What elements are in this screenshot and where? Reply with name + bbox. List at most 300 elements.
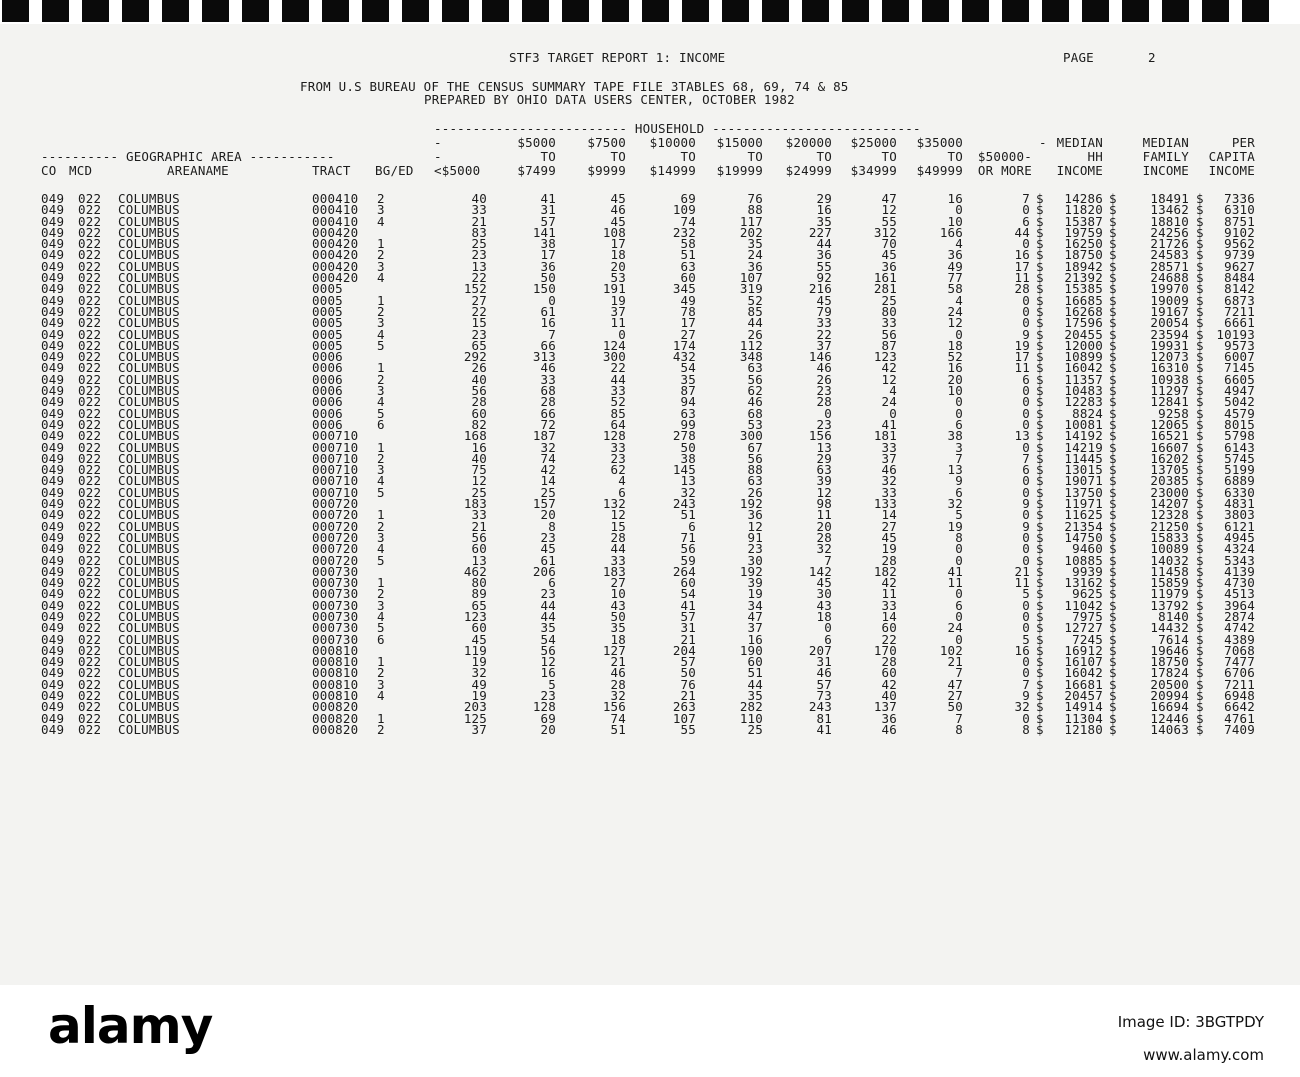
cell-15000-19999: 348 <box>739 349 763 365</box>
table-row <box>0 575 1300 591</box>
cell-5000-7499: 16 <box>540 665 556 681</box>
cell-50000-plus: 7 <box>1022 191 1030 206</box>
cell-35000-49999: 0 <box>955 326 963 342</box>
cell-20000-24999: 44 <box>816 236 832 252</box>
cell-per-capita: 5199 <box>1224 462 1255 478</box>
cell-7500-9999: 127 <box>602 642 626 658</box>
cell-co: 049 <box>41 473 65 489</box>
cell-50000-plus: 28 <box>1014 281 1030 297</box>
cell-20000-24999: 243 <box>808 699 832 715</box>
cell-7500-9999: 28 <box>610 529 626 545</box>
cell-areaname: COLUMBUS <box>118 676 180 692</box>
cell-areaname: COLUMBUS <box>118 439 180 455</box>
site-url: www.alamy.com <box>1143 1046 1264 1064</box>
cell-10000-14999: 6 <box>688 518 696 534</box>
cell-15000-19999: 19 <box>747 586 763 602</box>
cell-25000-34999: 42 <box>881 360 897 376</box>
cell-per-capita: 6330 <box>1224 484 1255 500</box>
cell-areaname: COLUMBUS <box>118 642 180 658</box>
cell-median-hh: 16912 <box>1064 642 1103 658</box>
cell-15000-19999: 63 <box>747 360 763 376</box>
cell-5000-7499: 25 <box>540 484 556 500</box>
cell-tract: 000710 <box>312 428 359 444</box>
cell-under-5000: 152 <box>463 281 487 297</box>
cell-dollar: $ <box>1196 394 1204 410</box>
cell-median-hh: 11625 <box>1064 507 1103 523</box>
cell-median-family: 12328 <box>1150 507 1189 523</box>
cell-dollar: $ <box>1196 439 1204 455</box>
cell-tract: 000810 <box>312 676 359 692</box>
cell-25000-34999: 4 <box>889 383 897 399</box>
table-row <box>0 337 1300 353</box>
cell-median-hh: 19071 <box>1064 473 1103 489</box>
cell-co: 049 <box>41 292 65 308</box>
cell-dollar: $ <box>1196 552 1204 568</box>
cell-dollar: $ <box>1109 224 1117 240</box>
image-id: Image ID: 3BGTPDY <box>1117 1013 1264 1031</box>
cell-15000-19999: 202 <box>739 224 763 240</box>
cell-tract: 000730 <box>312 608 359 624</box>
table-row <box>0 496 1300 512</box>
cell-10000-14999: 21 <box>680 631 696 647</box>
cell-35000-49999: 4 <box>955 292 963 308</box>
cell-dollar: $ <box>1196 462 1204 478</box>
cell-25000-34999: 161 <box>873 270 897 286</box>
cell-co: 049 <box>41 405 65 421</box>
page-number: 2 <box>1148 50 1156 65</box>
cell-10000-14999: 50 <box>680 665 696 681</box>
cell-tract: 000810 <box>312 665 359 681</box>
cell-5000-7499: 28 <box>540 394 556 410</box>
cell-dollar: $ <box>1109 586 1117 602</box>
cell-dollar: $ <box>1196 270 1204 286</box>
cell-5000-7499: 66 <box>540 405 556 421</box>
cell-under-5000: 60 <box>471 620 487 636</box>
cell-dollar: $ <box>1196 292 1204 308</box>
cell-20000-24999: 11 <box>816 507 832 523</box>
cell-per-capita: 6007 <box>1224 349 1255 365</box>
header-median-family-line: FAMILY <box>1142 149 1189 164</box>
table-row <box>0 303 1300 319</box>
cell-dollar: $ <box>1196 597 1204 613</box>
cell-5000-7499: 54 <box>540 631 556 647</box>
cell-median-family: 16202 <box>1150 450 1189 466</box>
cell-15000-19999: 192 <box>739 563 763 579</box>
cell-tract: 000720 <box>312 541 359 557</box>
binding-ring <box>402 0 429 22</box>
cell-mcd: 022 <box>78 654 102 670</box>
cell-dollar: $ <box>1036 258 1044 274</box>
cell-areaname: COLUMBUS <box>118 575 180 591</box>
cell-median-family: 23594 <box>1150 326 1189 342</box>
cell-dollar: $ <box>1196 620 1204 636</box>
cell-25000-34999: 24 <box>881 394 897 410</box>
cell-50000-plus: 5 <box>1022 586 1030 602</box>
cell-10000-14999: 51 <box>680 247 696 263</box>
cell-dollar: $ <box>1109 507 1117 523</box>
cell-areaname: COLUMBUS <box>118 315 180 331</box>
page-label: PAGE <box>1063 50 1094 65</box>
cell-10000-14999: 71 <box>680 529 696 545</box>
cell-mcd: 022 <box>78 563 102 579</box>
cell-co: 049 <box>41 597 65 613</box>
header-col9-line: OR MORE <box>977 163 1032 178</box>
cell-mcd: 022 <box>78 326 102 342</box>
cell-7500-9999: 37 <box>610 303 626 319</box>
cell-25000-34999: 46 <box>881 721 897 737</box>
cell-50000-plus: 0 <box>1022 315 1030 331</box>
cell-median-family: 19646 <box>1150 642 1189 658</box>
cell-median-hh: 15385 <box>1064 281 1103 297</box>
cell-10000-14999: 60 <box>680 575 696 591</box>
cell-50000-plus: 0 <box>1022 608 1030 624</box>
binding-ring <box>482 0 509 22</box>
cell-bged: 2 <box>377 450 385 466</box>
cell-20000-24999: 46 <box>816 665 832 681</box>
cell-25000-34999: 42 <box>881 575 897 591</box>
cell-dollar: $ <box>1109 529 1117 545</box>
binding-ring <box>1082 0 1109 22</box>
cell-dollar: $ <box>1109 292 1117 308</box>
cell-co: 049 <box>41 303 65 319</box>
cell-20000-24999: 146 <box>808 349 832 365</box>
cell-15000-19999: 62 <box>747 383 763 399</box>
cell-35000-49999: 36 <box>947 247 963 263</box>
cell-areaname: COLUMBUS <box>118 270 180 286</box>
table-row <box>0 326 1300 342</box>
cell-dollar: $ <box>1036 270 1044 286</box>
cell-tract: 0005 <box>312 315 343 331</box>
cell-20000-24999: 156 <box>808 428 832 444</box>
cell-50000-plus: 17 <box>1014 258 1030 274</box>
cell-median-family: 9258 <box>1158 405 1189 421</box>
cell-mcd: 022 <box>78 337 102 353</box>
cell-20000-24999: 22 <box>816 326 832 342</box>
cell-50000-plus: 7 <box>1022 450 1030 466</box>
cell-25000-34999: 37 <box>881 450 897 466</box>
cell-15000-19999: 110 <box>739 710 763 726</box>
cell-dollar: $ <box>1036 371 1044 387</box>
cell-per-capita: 5042 <box>1224 394 1255 410</box>
cell-15000-19999: 67 <box>747 439 763 455</box>
cell-25000-34999: 22 <box>881 631 897 647</box>
cell-dollar: $ <box>1196 224 1204 240</box>
cell-areaname: COLUMBUS <box>118 586 180 602</box>
cell-mcd: 022 <box>78 473 102 489</box>
cell-bged: 3 <box>377 462 385 478</box>
table-row <box>0 202 1300 218</box>
cell-15000-19999: 47 <box>747 608 763 624</box>
cell-5000-7499: 0 <box>548 292 556 308</box>
cell-median-family: 14063 <box>1150 721 1189 737</box>
cell-5000-7499: 44 <box>540 608 556 624</box>
cell-5000-7499: 23 <box>540 586 556 602</box>
header-col2-line: TO <box>540 149 556 164</box>
cell-7500-9999: 18 <box>610 247 626 263</box>
cell-per-capita: 6873 <box>1224 292 1255 308</box>
cell-median-hh: 13750 <box>1064 484 1103 500</box>
cell-bged: 1 <box>377 575 385 591</box>
cell-25000-34999: 28 <box>881 552 897 568</box>
cell-mcd: 022 <box>78 371 102 387</box>
cell-5000-7499: 32 <box>540 439 556 455</box>
cell-5000-7499: 141 <box>532 224 556 240</box>
header-col5-line: TO <box>747 149 763 164</box>
cell-dollar: $ <box>1196 191 1204 206</box>
cell-20000-24999: 227 <box>808 224 832 240</box>
cell-co: 049 <box>41 383 65 399</box>
cell-35000-49999: 49 <box>947 258 963 274</box>
cell-dollar: $ <box>1036 507 1044 523</box>
header-col3-line: $7500 <box>587 135 626 150</box>
cell-per-capita: 9739 <box>1224 247 1255 263</box>
cell-dollar: $ <box>1196 676 1204 692</box>
cell-median-family: 11458 <box>1150 563 1189 579</box>
cell-dollar: $ <box>1036 405 1044 421</box>
cell-tract: 0005 <box>312 337 343 353</box>
cell-15000-19999: 88 <box>747 462 763 478</box>
cell-7500-9999: 43 <box>610 597 626 613</box>
cell-median-hh: 7245 <box>1072 631 1103 647</box>
cell-25000-34999: 281 <box>873 281 897 297</box>
cell-co: 049 <box>41 349 65 365</box>
cell-50000-plus: 44 <box>1014 224 1030 240</box>
cell-25000-34999: 87 <box>881 337 897 353</box>
table-row <box>0 563 1300 579</box>
cell-dollar: $ <box>1196 202 1204 218</box>
cell-mcd: 022 <box>78 665 102 681</box>
header-col5-line: $19999 <box>716 163 763 178</box>
table-row <box>0 349 1300 365</box>
cell-per-capita: 2874 <box>1224 608 1255 624</box>
cell-co: 049 <box>41 665 65 681</box>
cell-tract: 0006 <box>312 416 343 432</box>
cell-median-hh: 16107 <box>1064 654 1103 670</box>
cell-dollar: $ <box>1196 236 1204 252</box>
cell-under-5000: 40 <box>471 191 487 206</box>
cell-25000-34999: 41 <box>881 416 897 432</box>
binding-ring <box>722 0 749 22</box>
cell-median-family: 18491 <box>1150 191 1189 206</box>
cell-under-5000: 22 <box>471 270 487 286</box>
cell-median-hh: 11357 <box>1064 371 1103 387</box>
cell-50000-plus: 0 <box>1022 439 1030 455</box>
cell-mcd: 022 <box>78 405 102 421</box>
header-col7-line: TO <box>881 149 897 164</box>
binding-ring <box>442 0 469 22</box>
cell-mcd: 022 <box>78 575 102 591</box>
cell-co: 049 <box>41 270 65 286</box>
cell-dollar: $ <box>1196 258 1204 274</box>
cell-50000-plus: 0 <box>1022 303 1030 319</box>
cell-5000-7499: 20 <box>540 507 556 523</box>
cell-median-family: 10089 <box>1150 541 1189 557</box>
cell-median-family: 11297 <box>1150 383 1189 399</box>
cell-mcd: 022 <box>78 631 102 647</box>
cell-5000-7499: 68 <box>540 383 556 399</box>
cell-median-hh: 11971 <box>1064 496 1103 512</box>
cell-tract: 0006 <box>312 349 343 365</box>
table-row <box>0 620 1300 636</box>
cell-50000-plus: 16 <box>1014 247 1030 263</box>
table-row <box>0 541 1300 557</box>
cell-35000-49999: 10 <box>947 383 963 399</box>
table-row <box>0 529 1300 545</box>
cell-20000-24999: 63 <box>816 462 832 478</box>
cell-25000-34999: 123 <box>873 349 897 365</box>
cell-dollar: $ <box>1036 688 1044 704</box>
cell-35000-49999: 11 <box>947 575 963 591</box>
cell-per-capita: 6706 <box>1224 665 1255 681</box>
table-row <box>0 665 1300 681</box>
cell-25000-34999: 12 <box>881 371 897 387</box>
cell-co: 049 <box>41 586 65 602</box>
cell-median-hh: 20457 <box>1064 688 1103 704</box>
cell-per-capita: 6121 <box>1224 518 1255 534</box>
cell-dollar: $ <box>1109 450 1117 466</box>
cell-dollar: $ <box>1036 654 1044 670</box>
cell-bged: 6 <box>377 631 385 647</box>
cell-under-5000: 21 <box>471 213 487 229</box>
cell-per-capita: 9562 <box>1224 236 1255 252</box>
cell-7500-9999: 44 <box>610 371 626 387</box>
cell-under-5000: 32 <box>471 665 487 681</box>
cell-dollar: $ <box>1196 428 1204 444</box>
cell-10000-14999: 264 <box>672 563 696 579</box>
cell-per-capita: 8484 <box>1224 270 1255 286</box>
cell-5000-7499: 50 <box>540 270 556 286</box>
cell-co: 049 <box>41 326 65 342</box>
cell-per-capita: 6642 <box>1224 699 1255 715</box>
cell-50000-plus: 0 <box>1022 484 1030 500</box>
binding-ring <box>802 0 829 22</box>
cell-25000-34999: 182 <box>873 563 897 579</box>
cell-tract: 000410 <box>312 191 359 206</box>
cell-35000-49999: 8 <box>955 721 963 737</box>
cell-under-5000: 33 <box>471 202 487 218</box>
cell-median-hh: 12000 <box>1064 337 1103 353</box>
cell-50000-plus: 0 <box>1022 507 1030 523</box>
cell-15000-19999: 26 <box>747 484 763 500</box>
cell-7500-9999: 12 <box>610 507 626 523</box>
cell-mcd: 022 <box>78 360 102 376</box>
cell-median-hh: 16681 <box>1064 676 1103 692</box>
cell-co: 049 <box>41 428 65 444</box>
cell-tract: 000730 <box>312 575 359 591</box>
cell-50000-plus: 6 <box>1022 371 1030 387</box>
cell-areaname: COLUMBUS <box>118 699 180 715</box>
table-row <box>0 292 1300 308</box>
header-per-capita-line: PER <box>1231 135 1255 150</box>
cell-dollar: $ <box>1036 292 1044 308</box>
cell-15000-19999: 190 <box>739 642 763 658</box>
cell-co: 049 <box>41 563 65 579</box>
cell-median-family: 20385 <box>1150 473 1189 489</box>
header-median-hh-line: INCOME <box>1056 163 1103 178</box>
cell-15000-19999: 76 <box>747 191 763 206</box>
header-col6-line: $20000 <box>785 135 832 150</box>
table-row <box>0 484 1300 500</box>
header-col9-line: $50000- <box>977 149 1032 164</box>
cell-dollar: $ <box>1109 710 1117 726</box>
cell-dollar: $ <box>1196 326 1204 342</box>
cell-20000-24999: 0 <box>824 620 832 636</box>
cell-per-capita: 4513 <box>1224 586 1255 602</box>
cell-20000-24999: 43 <box>816 597 832 613</box>
cell-35000-49999: 0 <box>955 541 963 557</box>
cell-5000-7499: 14 <box>540 473 556 489</box>
cell-10000-14999: 50 <box>680 439 696 455</box>
cell-mcd: 022 <box>78 496 102 512</box>
table-row <box>0 518 1300 534</box>
cell-7500-9999: 64 <box>610 416 626 432</box>
cell-mcd: 022 <box>78 552 102 568</box>
cell-7500-9999: 33 <box>610 383 626 399</box>
cell-median-family: 24256 <box>1150 224 1189 240</box>
cell-dollar: $ <box>1109 303 1117 319</box>
cell-co: 049 <box>41 552 65 568</box>
cell-5000-7499: 6 <box>548 575 556 591</box>
cell-20000-24999: 28 <box>816 394 832 410</box>
cell-5000-7499: 5 <box>548 676 556 692</box>
header-dash: - <box>1039 135 1047 150</box>
cell-5000-7499: 206 <box>532 563 556 579</box>
household-banner: ------------------------- HOUSEHOLD --------------------------- <box>434 121 921 136</box>
cell-dollar: $ <box>1036 518 1044 534</box>
cell-15000-19999: 63 <box>747 473 763 489</box>
cell-10000-14999: 57 <box>680 654 696 670</box>
cell-20000-24999: 216 <box>808 281 832 297</box>
cell-25000-34999: 33 <box>881 315 897 331</box>
cell-dollar: $ <box>1109 484 1117 500</box>
cell-50000-plus: 0 <box>1022 529 1030 545</box>
cell-under-5000: 40 <box>471 450 487 466</box>
cell-areaname: COLUMBUS <box>118 416 180 432</box>
table-row <box>0 270 1300 286</box>
cell-co: 049 <box>41 529 65 545</box>
cell-co: 049 <box>41 360 65 376</box>
cell-areaname: COLUMBUS <box>118 224 180 240</box>
cell-5000-7499: 44 <box>540 597 556 613</box>
cell-areaname: COLUMBUS <box>118 631 180 647</box>
cell-under-5000: 49 <box>471 676 487 692</box>
cell-20000-24999: 35 <box>816 213 832 229</box>
cell-bged: 3 <box>377 383 385 399</box>
cell-per-capita: 9573 <box>1224 337 1255 353</box>
header-col8-line: TO <box>947 149 963 164</box>
cell-tract: 0006 <box>312 394 343 410</box>
cell-15000-19999: 35 <box>747 236 763 252</box>
cell-areaname: COLUMBUS <box>118 383 180 399</box>
cell-per-capita: 4947 <box>1224 383 1255 399</box>
cell-35000-49999: 3 <box>955 439 963 455</box>
cell-7500-9999: 51 <box>610 721 626 737</box>
cell-tract: 000730 <box>312 563 359 579</box>
cell-dollar: $ <box>1036 281 1044 297</box>
cell-bged: 4 <box>377 688 385 704</box>
cell-per-capita: 7336 <box>1224 191 1255 206</box>
cell-10000-14999: 76 <box>680 676 696 692</box>
cell-10000-14999: 57 <box>680 608 696 624</box>
header-per-capita-line: INCOME <box>1208 163 1255 178</box>
cell-20000-24999: 16 <box>816 202 832 218</box>
cell-mcd: 022 <box>78 394 102 410</box>
cell-dollar: $ <box>1109 394 1117 410</box>
cell-dollar: $ <box>1036 473 1044 489</box>
cell-7500-9999: 50 <box>610 608 626 624</box>
header-col5-line: $15000 <box>716 135 763 150</box>
cell-mcd: 022 <box>78 236 102 252</box>
